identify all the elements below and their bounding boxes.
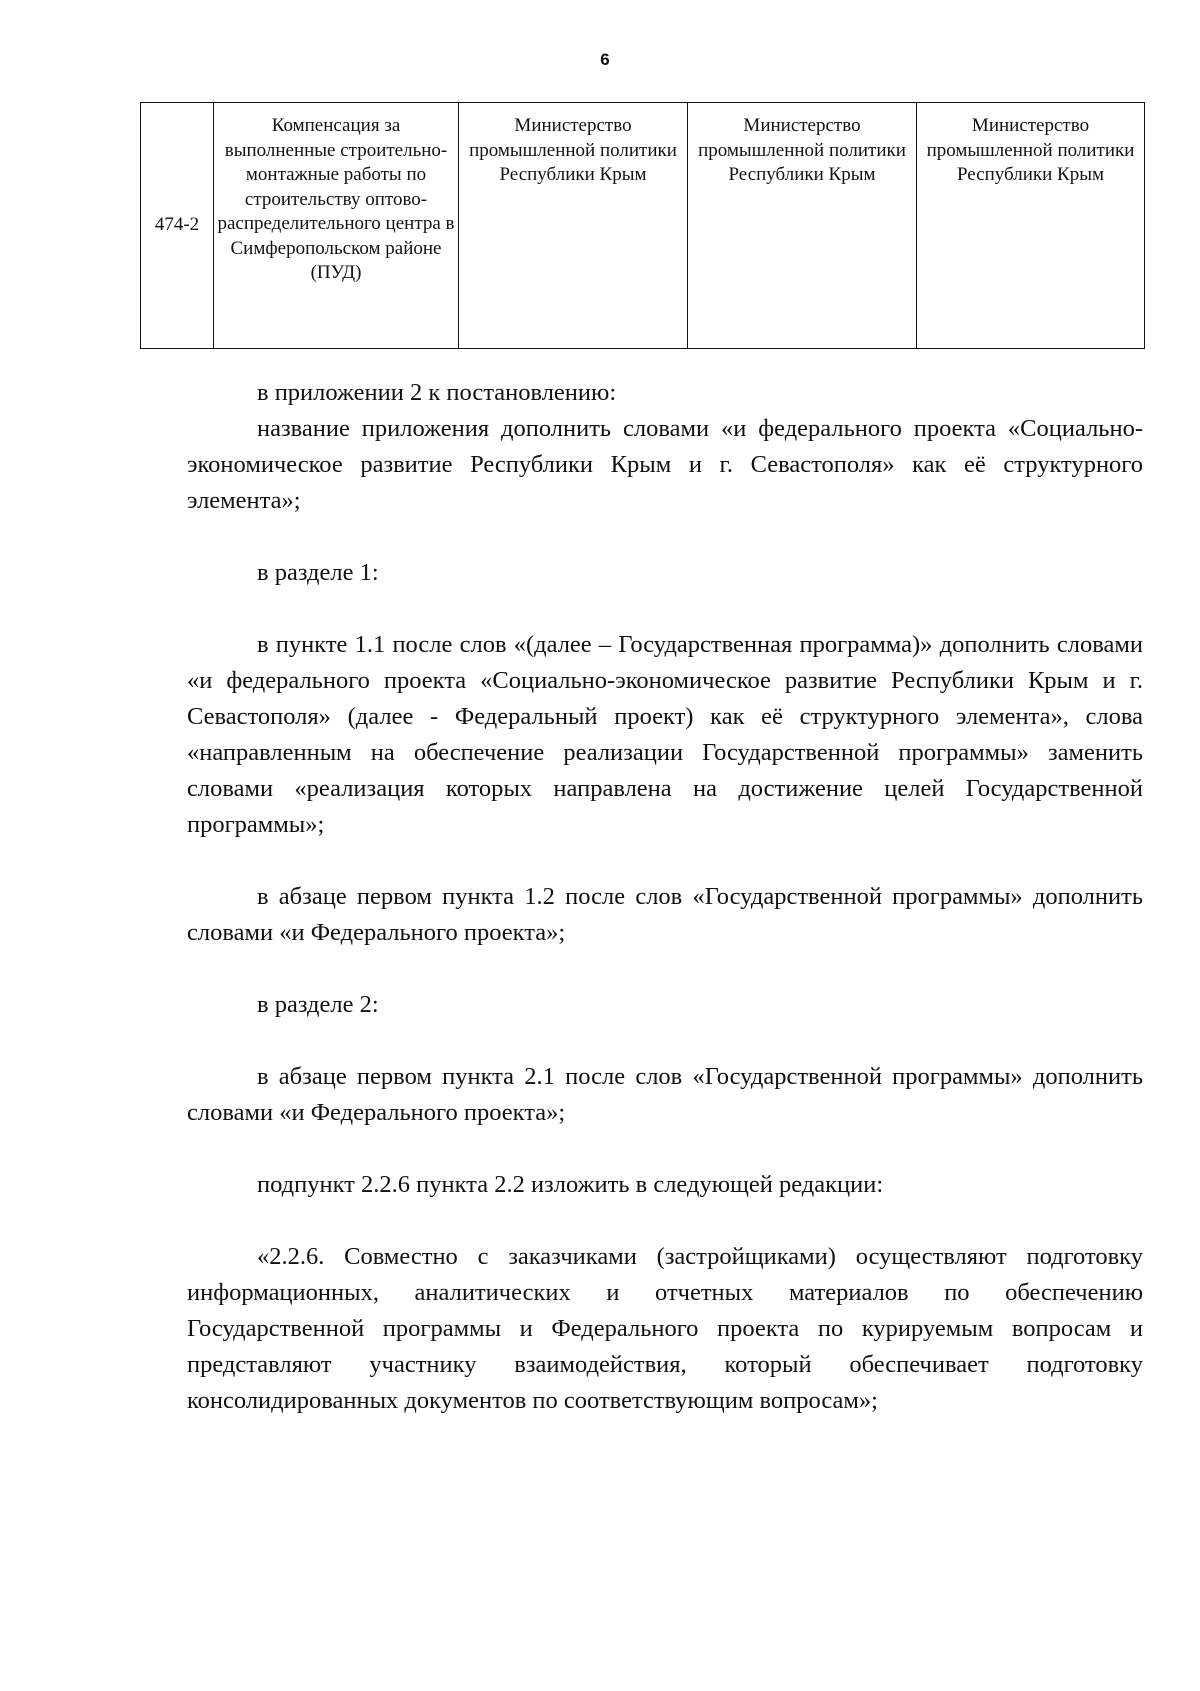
page-number: 6 (600, 50, 610, 69)
document-body (187, 375, 1143, 1455)
paragraph: в приложении 2 к постановлению: (257, 379, 617, 406)
row-number-cell: 474-2 (141, 103, 214, 349)
work-description-cell: Компенсация за выполненные строительно-монтажные работы по строительству оптово-распределительного центра в Симферопольском районе (ПУД) (214, 103, 459, 349)
paragraph: в пункте 1.1 после слов «(далее – Государственная программа)» дополнить словами «и федерального проекта «Социально-экономическое развитие Республики Крым и г. Севастополя» (далее - Федеральный проект) как её структурного элемента», слова «направленным на обеспечение реализации Государственной программы» заменить словами «реализация которых направлена на достижение целей Государственной программы»; (187, 631, 1143, 838)
table-row (141, 103, 1145, 349)
paragraph: название приложения дополнить словами «и федерального проекта «Социально-экономическое развитие Республики Крым и г. Севастополя» как её структурного элемента»; (187, 415, 1143, 514)
paragraph: в абзаце первом пункта 1.2 после слов «Государственной программы» дополнить словами «и Федерального проекта»; (187, 883, 1143, 946)
paragraph: в разделе 2: (257, 991, 379, 1018)
ministry-cell: Министерство промышленной политики Республики Крым (688, 103, 917, 349)
paragraph: в абзаце первом пункта 2.1 после слов «Государственной программы» дополнить словами «и Федерального проекта»; (187, 1063, 1143, 1126)
paragraph: в разделе 1: (257, 559, 379, 586)
ministry-cell: Министерство промышленной политики Республики Крым (917, 103, 1145, 349)
paragraph: подпункт 2.2.6 пункта 2.2 изложить в следующей редакции: (257, 1171, 884, 1198)
continuation-table (140, 102, 1145, 349)
paragraph: «2.2.6. Совместно с заказчиками (застройщиками) осуществляют подготовку информационных, аналитических и отчетных материалов по обеспечению Государственной программы и Федерального проекта по курируемым вопросам и представляют участнику взаимодействия, который обеспечивает подготовку консолидированных документов по соответствующим вопросам»; (187, 1243, 1143, 1414)
ministry-cell: Министерство промышленной политики Республики Крым (459, 103, 688, 349)
